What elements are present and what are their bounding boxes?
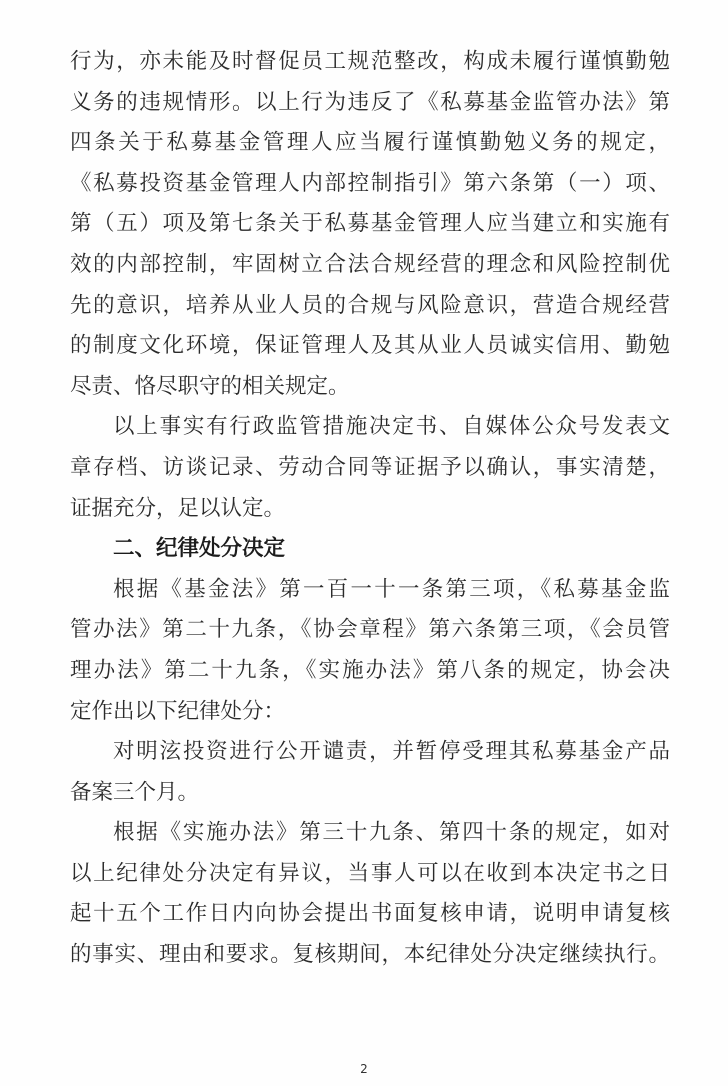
paragraph-line: 证据充分，足以认定。 xyxy=(70,495,286,521)
paragraph-line: 对明泫投资进行公开谴责，并暂停受理其私募基金产品 xyxy=(113,739,670,765)
paragraph-line: 章存档、访谈记录、劳动合同等证据予以确认，事实清楚， xyxy=(70,454,670,480)
paragraph-line: 的事实、理由和要求。复核期间，本纪律处分决定继续执行。 xyxy=(70,942,670,968)
paragraph-line: 行为，亦未能及时督促员工规范整改，构成未履行谨慎勤勉 xyxy=(70,49,670,74)
paragraph-line: 尽责、恪尽职守的相关规定。 xyxy=(70,373,350,399)
paragraph-line: 义务的违规情形。以上行为违反了《私募基金监管办法》第 xyxy=(70,89,670,115)
paragraph-line: 效的内部控制，牢固树立合法合规经营的理念和风险控制优 xyxy=(70,251,670,277)
paragraph-line: 定作出以下纪律处分： xyxy=(70,698,286,724)
paragraph-line: 以上事实有行政监管措施决定书、自媒体公众号发表文 xyxy=(113,414,670,440)
paragraph-line: 起十五个工作日内向协会提出书面复核申请，说明申请复核 xyxy=(70,901,670,927)
paragraph-line: 先的意识，培养从业人员的合规与风险意识，营造合规经营 xyxy=(70,292,670,318)
paragraph-line: 根据《实施办法》第三十九条、第四十条的规定，如对 xyxy=(113,820,670,846)
paragraph-line: 以上纪律处分决定有异议，当事人可以在收到本决定书之日 xyxy=(70,860,670,886)
paragraph-line: 理办法》第二十九条，《实施办法》第八条的规定，协会决 xyxy=(70,657,670,683)
paragraph-line: 备案三个月。 xyxy=(70,779,200,805)
paragraph-line: 四条关于私募基金管理人应当履行谨慎勤勉义务的规定， xyxy=(70,130,670,156)
paragraph-line: 管办法》第二十九条，《协会章程》第六条第三项，《会员管 xyxy=(70,617,670,643)
paragraph-line: 的制度文化环境，保证管理人及其从业人员诚实信用、勤勉 xyxy=(70,333,670,359)
section-heading: 二、纪律处分决定 xyxy=(113,536,286,562)
document-body xyxy=(70,42,670,976)
paragraph-line: 《私募投资基金管理人内部控制指引》第六条第（一）项、 xyxy=(70,170,670,196)
page-number: 2 xyxy=(360,1062,368,1076)
paragraph-line: 第（五）项及第七条关于私募基金管理人应当建立和实施有 xyxy=(70,211,670,237)
paragraph-line: 根据《基金法》第一百一十一条第三项，《私募基金监 xyxy=(113,576,670,602)
